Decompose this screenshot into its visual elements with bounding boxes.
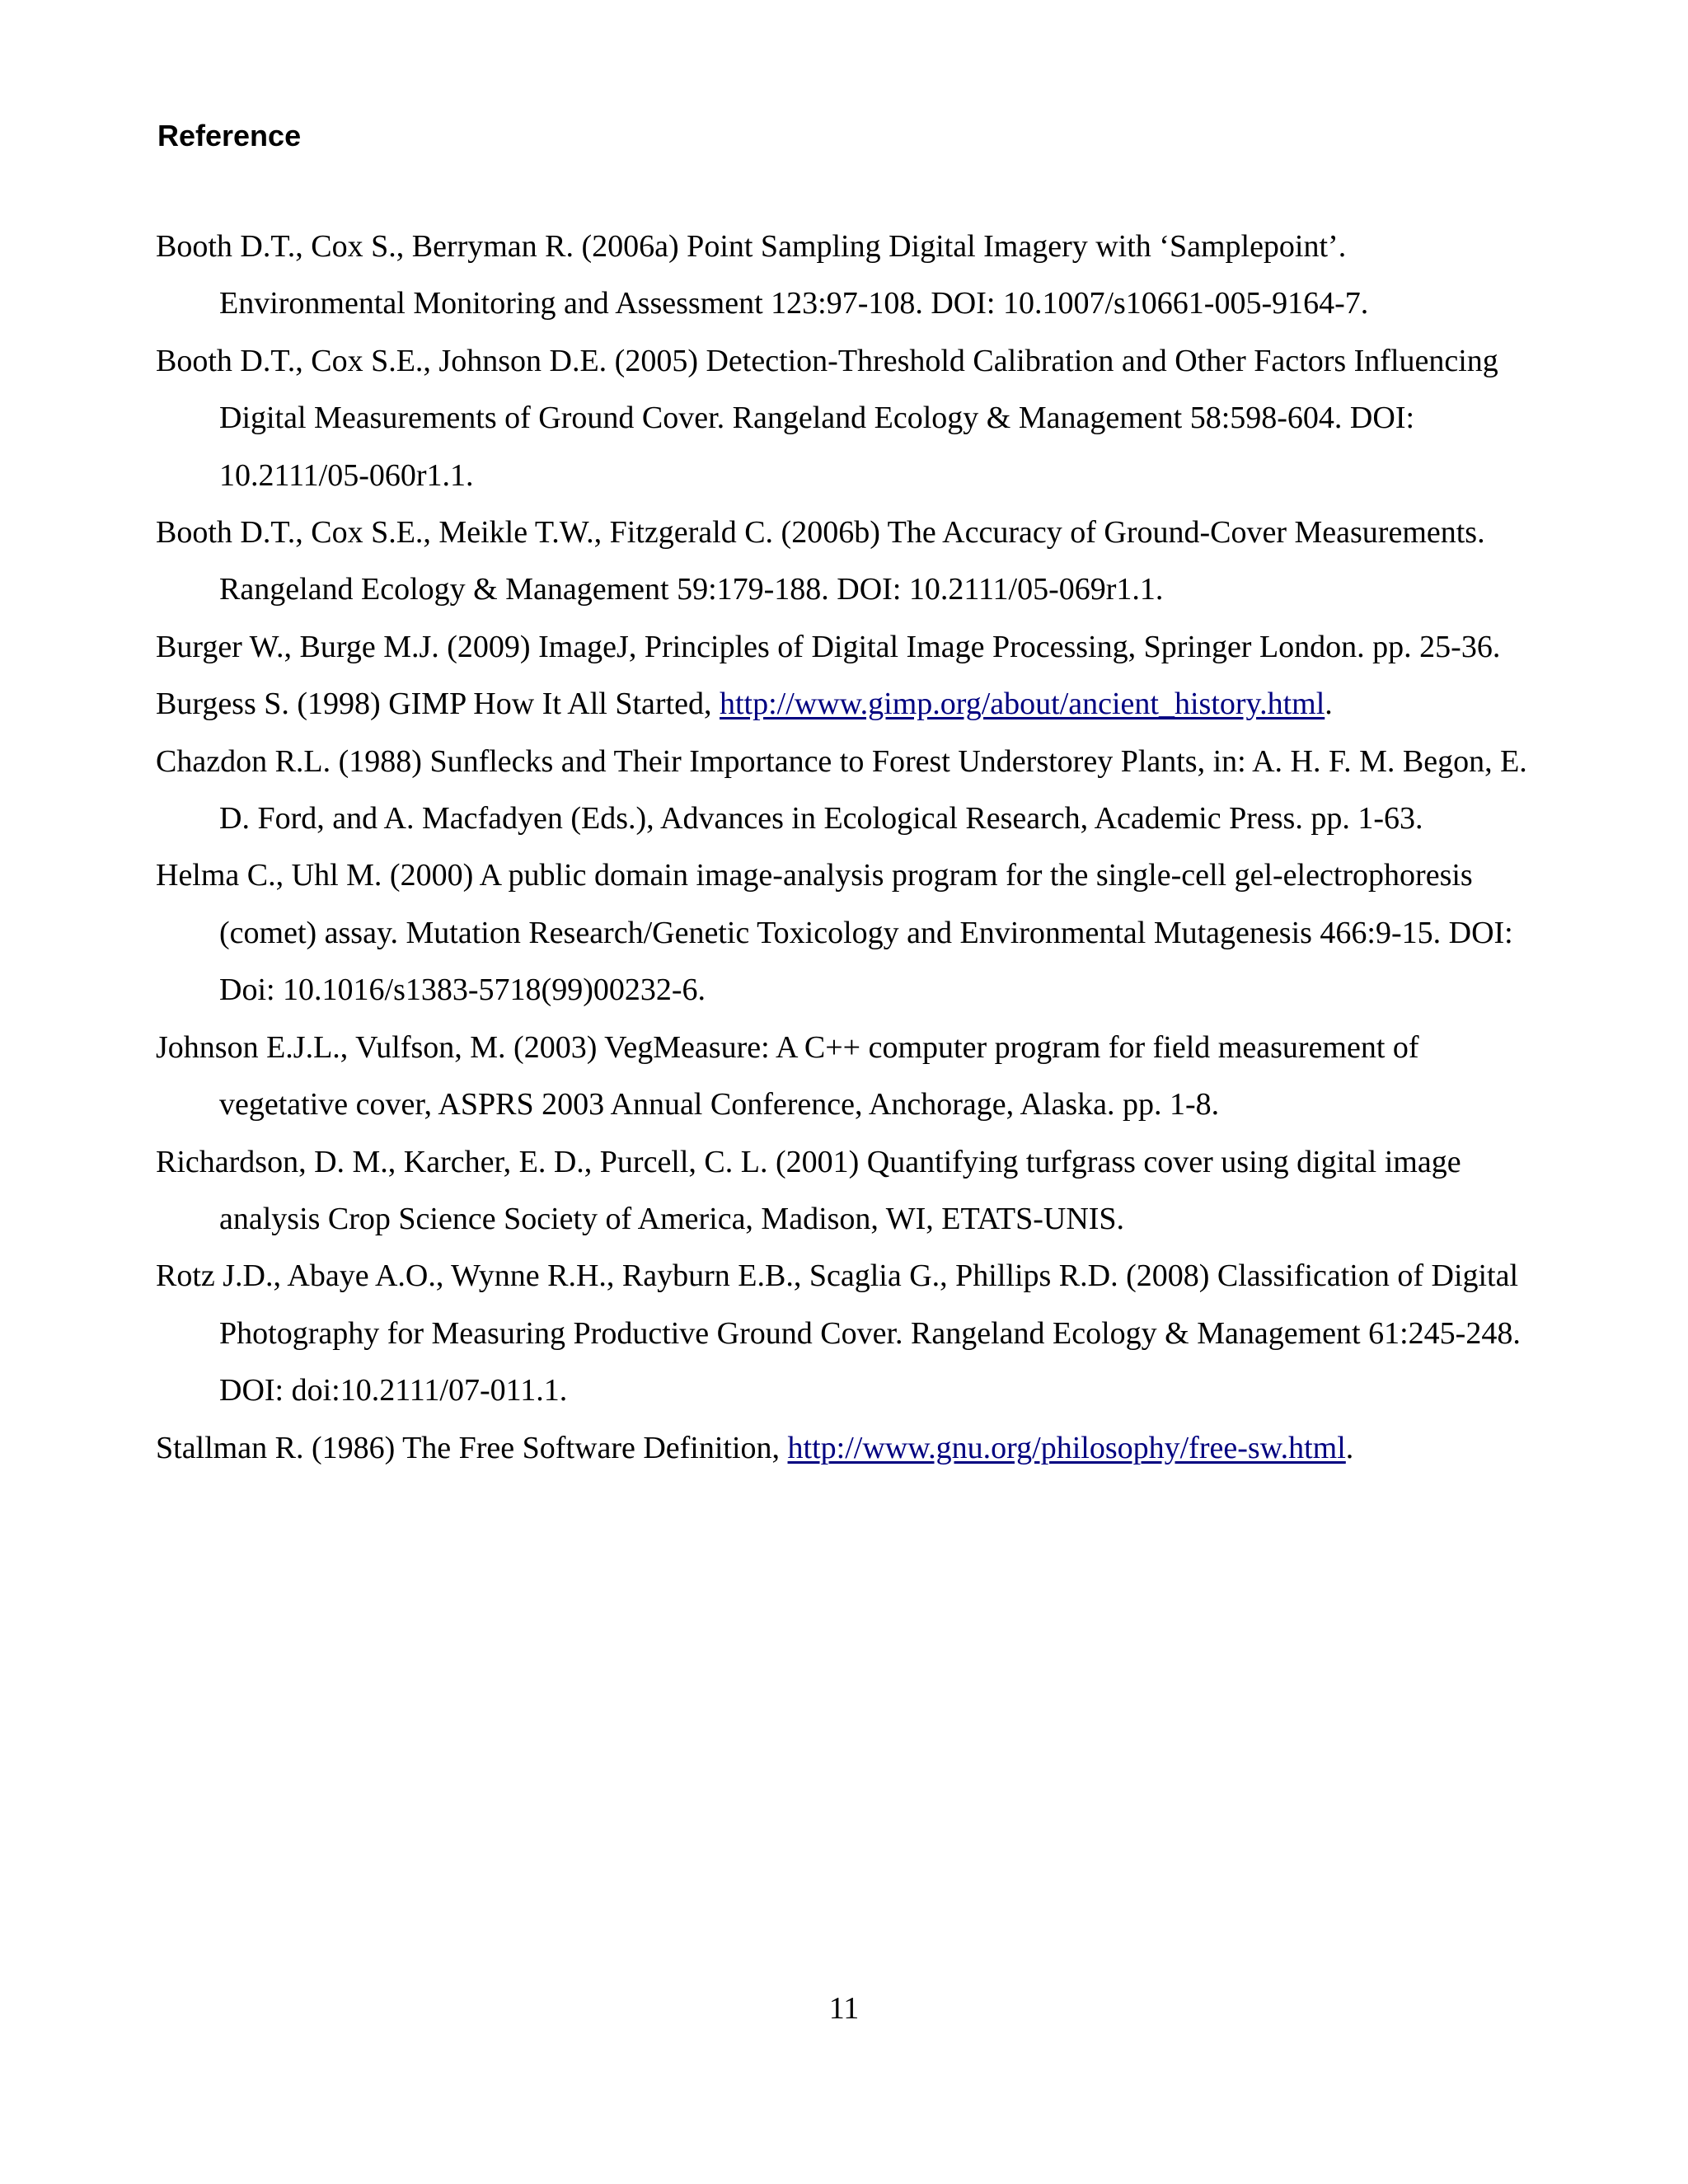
reference-text: Helma C., Uhl M. (2000) A public domain image-analysis program for the single-cell gel-electrophoresis (comet) assay. Mutation Research/Genetic Toxicology and Environmental Mutagenesis 466:9-15. DOI: Doi: 10.1016/s1383-5718(99)00232-6.: [156, 858, 1513, 1008]
reference-item: [156, 619, 1532, 676]
reference-text: Johnson E.J.L., Vulfson, M. (2003) VegMeasure: A C++ computer program for field measurement of vegetative cover, ASPRS 2003 Annual Conference, Anchorage, Alaska. pp. 1-8.: [156, 1029, 1419, 1122]
reference-item: [156, 1019, 1532, 1134]
reference-link[interactable]: http://www.gnu.org/philosophy/free-sw.html: [787, 1430, 1346, 1465]
reference-punctuation: .: [1345, 1430, 1354, 1465]
reference-link[interactable]: http://www.gimp.org/about/ancient_history.html: [720, 687, 1325, 722]
reference-text: Burger W., Burge M.J. (2009) ImageJ, Principles of Digital Image Processing, Springer London. pp. 25-36.: [156, 629, 1501, 664]
reference-item: [156, 676, 1532, 733]
reference-list: [156, 218, 1532, 1477]
reference-text: Chazdon R.L. (1988) Sunflecks and Their Importance to Forest Understorey Plants, in: A. H. F. M. Begon, E. D. Ford, and A. Macfadyen (Eds.), Advances in Ecological Research, Academic Press. pp. 1-63.: [156, 743, 1527, 837]
reference-item: [156, 847, 1532, 1019]
reference-text: Booth D.T., Cox S.E., Johnson D.E. (2005) Detection-Threshold Calibration and Other Factors Influencing Digital Measurements of Ground Cover. Rangeland Ecology & Management 58:598-604. DOI: 10.2111/05-060r1.1.: [156, 343, 1498, 493]
reference-text: Richardson, D. M., Karcher, E. D., Purcell, C. L. (2001) Quantifying turfgrass cover using digital image analysis Crop Science Society of America, Madison, WI, ETATS-UNIS.: [156, 1144, 1461, 1236]
reference-item: [156, 333, 1532, 504]
section-heading: Reference: [157, 119, 302, 152]
reference-item: [156, 218, 1532, 333]
reference-text: Booth D.T., Cox S., Berryman R. (2006a) Point Sampling Digital Imagery with ‘Samplepoint’. Environmental Monitoring and Assessment 123:97-108. DOI: 10.1007/s10661-005-9164-7.: [156, 229, 1369, 321]
reference-text: Stallman R. (1986) The Free Software Definition,: [156, 1430, 788, 1465]
reference-text: Booth D.T., Cox S.E., Meikle T.W., Fitzgerald C. (2006b) The Accuracy of Ground-Cover Measurements. Rangeland Ecology & Management 59:179-188. DOI: 10.2111/05-069r1.1.: [156, 515, 1485, 607]
reference-text: Burgess S. (1998) GIMP How It All Started,: [156, 687, 720, 722]
page-number: 11: [828, 1991, 860, 2026]
reference-item: [156, 504, 1532, 619]
reference-item: [156, 1420, 1532, 1477]
reference-item: [156, 733, 1532, 848]
reference-item: [156, 1134, 1532, 1249]
reference-text: Rotz J.D., Abaye A.O., Wynne R.H., Rayburn E.B., Scaglia G., Phillips R.D. (2008) Classification of Digital Photography for Measuring Productive Ground Cover. Rangeland Ecology & Management 61:245-248. DOI: doi:10.2111/07-011.1.: [156, 1258, 1521, 1408]
reference-item: [156, 1248, 1532, 1419]
reference-punctuation: .: [1325, 687, 1333, 722]
